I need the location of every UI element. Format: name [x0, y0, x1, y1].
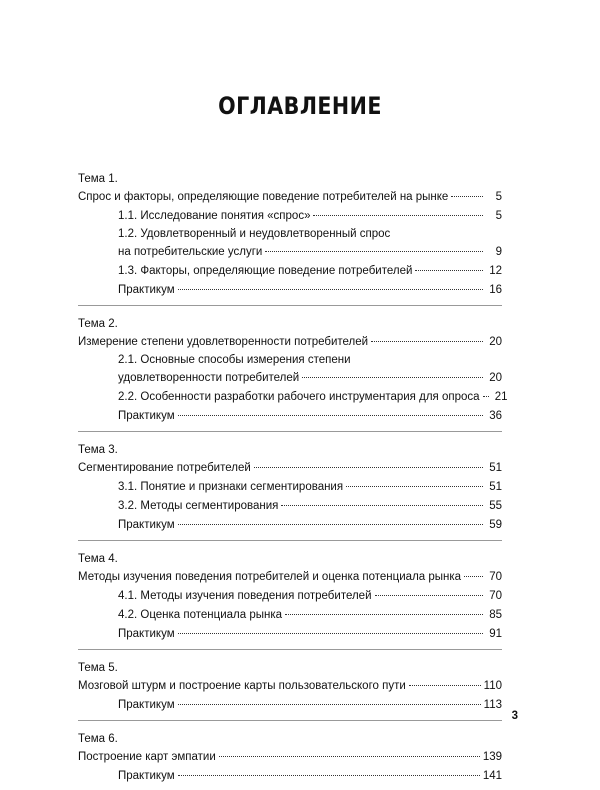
page-number: 3	[511, 710, 518, 722]
entry-page-number: 20	[489, 372, 502, 384]
entry-page-number: 141	[482, 770, 502, 782]
leader-dots	[451, 196, 483, 197]
entry-label: Методы изучения поведения потребителей и оценка потенциала рынка	[78, 571, 462, 583]
entry-label: Сегментирование потребителей	[78, 462, 251, 474]
entry-label-line1: 1.2. Удовлетворенный и неудовлетворенный спрос	[118, 228, 391, 240]
leader-dots	[464, 576, 483, 577]
entry-label: 4.2. Оценка потенциала рынка	[118, 609, 283, 621]
toc-subentries	[118, 767, 502, 786]
entry-label: Практикум	[118, 770, 175, 782]
entry-label: удовлетворенности потребителей	[118, 372, 300, 384]
entry-page-number: 21	[494, 391, 508, 403]
leader-dots	[254, 467, 483, 468]
topic-divider	[78, 305, 502, 306]
entry-label: 3.1. Понятие и признаки сегментирования	[118, 481, 344, 493]
toc-entry-practicum[interactable]	[118, 696, 502, 715]
topic-heading: Тема 3.	[78, 444, 118, 456]
entry-label: Построение карт эмпатии	[78, 751, 216, 763]
leader-dots	[281, 505, 483, 506]
toc-entry-main[interactable]	[78, 677, 502, 696]
topic-heading: Тема 5.	[78, 662, 118, 674]
toc-entry-main[interactable]	[78, 333, 502, 352]
entry-page-number: 9	[495, 246, 502, 258]
entry-page-number: 36	[489, 410, 502, 422]
toc-topic-3	[78, 441, 502, 541]
leader-dots	[302, 377, 483, 378]
toc-topic-1	[78, 170, 502, 306]
toc-topic-2	[78, 315, 508, 432]
entry-page-number: 85	[489, 609, 502, 621]
page-title: ОГЛАВЛЕНИЕ	[218, 92, 382, 120]
entry-page-number: 59	[489, 519, 502, 531]
entry-label: Спрос и факторы, определяющие поведение потребителей на рынке	[78, 191, 449, 203]
leader-dots	[178, 289, 483, 290]
entry-page-number: 91	[489, 628, 502, 640]
entry-label: 1.3. Факторы, определяющие поведение потребителей	[118, 265, 413, 277]
topic-divider	[78, 649, 502, 650]
leader-dots	[285, 614, 483, 615]
topic-heading: Тема 4.	[78, 553, 118, 565]
toc-topic-6	[78, 730, 502, 786]
toc-subentries	[118, 352, 508, 426]
entry-label: 4.1. Методы изучения поведения потребителей	[118, 590, 372, 602]
topic-divider	[78, 540, 502, 541]
toc-entry-practicum[interactable]	[118, 516, 502, 535]
topic-heading: Тема 6.	[78, 733, 118, 745]
toc-entry-main[interactable]	[78, 568, 502, 587]
entry-page-number: 110	[483, 680, 502, 692]
entry-label: Практикум	[118, 519, 175, 531]
toc-entry-sub[interactable]	[118, 606, 502, 625]
toc-entry-sub[interactable]	[118, 262, 502, 281]
entry-label: Практикум	[118, 284, 175, 296]
toc-entry-sub[interactable]	[118, 207, 502, 226]
entry-page-number: 20	[489, 336, 502, 348]
leader-dots	[178, 633, 483, 634]
toc-entry-practicum[interactable]	[118, 407, 502, 426]
entry-page-number: 55	[489, 500, 502, 512]
toc-entry-sub-multiline[interactable]	[118, 226, 502, 262]
leader-dots	[178, 415, 483, 416]
toc-entry-practicum[interactable]	[118, 767, 502, 786]
toc-entry-practicum[interactable]	[118, 281, 502, 300]
leader-dots	[375, 595, 484, 596]
topic-divider	[78, 720, 502, 721]
leader-dots	[346, 486, 483, 487]
toc-topic-4	[78, 550, 502, 650]
entry-label: 2.2. Особенности разработки рабочего инструментария для опроса	[118, 391, 480, 403]
entry-label: Мозговой штурм и построение карты пользовательского пути	[78, 680, 406, 692]
entry-page-number: 113	[483, 699, 502, 711]
toc-entry-main[interactable]	[78, 748, 502, 767]
entry-page-number: 16	[489, 284, 502, 296]
leader-dots	[178, 775, 480, 776]
table-of-contents	[78, 170, 508, 790]
entry-label-line1: 2.1. Основные способы измерения степени	[118, 354, 351, 366]
leader-dots	[313, 215, 483, 216]
entry-page-number: 12	[489, 265, 502, 277]
toc-entry-sub[interactable]	[118, 587, 502, 606]
topic-divider	[78, 431, 502, 432]
toc-subentries	[118, 696, 502, 715]
toc-entry-sub[interactable]	[118, 478, 502, 497]
entry-page-number: 70	[489, 590, 502, 602]
leader-dots	[371, 341, 483, 342]
entry-page-number: 51	[489, 462, 502, 474]
entry-page-number: 139	[482, 751, 502, 763]
entry-label: Практикум	[118, 699, 175, 711]
entry-label: 1.1. Исследование понятия «спрос»	[118, 210, 311, 222]
leader-dots	[265, 251, 483, 252]
toc-subentries	[118, 478, 502, 535]
entry-label: 3.2. Методы сегментирования	[118, 500, 279, 512]
toc-entry-sub[interactable]	[118, 497, 502, 516]
topic-heading: Тема 2.	[78, 318, 118, 330]
toc-subentries	[118, 207, 502, 300]
toc-entry-main[interactable]	[78, 459, 502, 478]
topic-heading: Тема 1.	[78, 173, 118, 185]
leader-dots	[219, 756, 480, 757]
entry-label: на потребительские услуги	[118, 246, 263, 258]
toc-entry-practicum[interactable]	[118, 625, 502, 644]
entry-label: Измерение степени удовлетворенности потребителей	[78, 336, 369, 348]
toc-entry-main[interactable]	[78, 188, 502, 207]
toc-entry-sub-multiline[interactable]	[118, 352, 502, 388]
leader-dots	[178, 704, 481, 705]
toc-entry-sub[interactable]	[118, 388, 508, 407]
leader-dots	[483, 396, 489, 397]
leader-dots	[409, 685, 481, 686]
entry-page-number: 5	[495, 191, 502, 203]
entry-page-number: 70	[489, 571, 502, 583]
entry-label: Практикум	[118, 628, 175, 640]
entry-label: Практикум	[118, 410, 175, 422]
entry-page-number: 5	[495, 210, 502, 222]
toc-topic-5	[78, 659, 502, 721]
toc-subentries	[118, 587, 502, 644]
leader-dots	[415, 270, 483, 271]
entry-page-number: 51	[489, 481, 502, 493]
leader-dots	[178, 524, 483, 525]
